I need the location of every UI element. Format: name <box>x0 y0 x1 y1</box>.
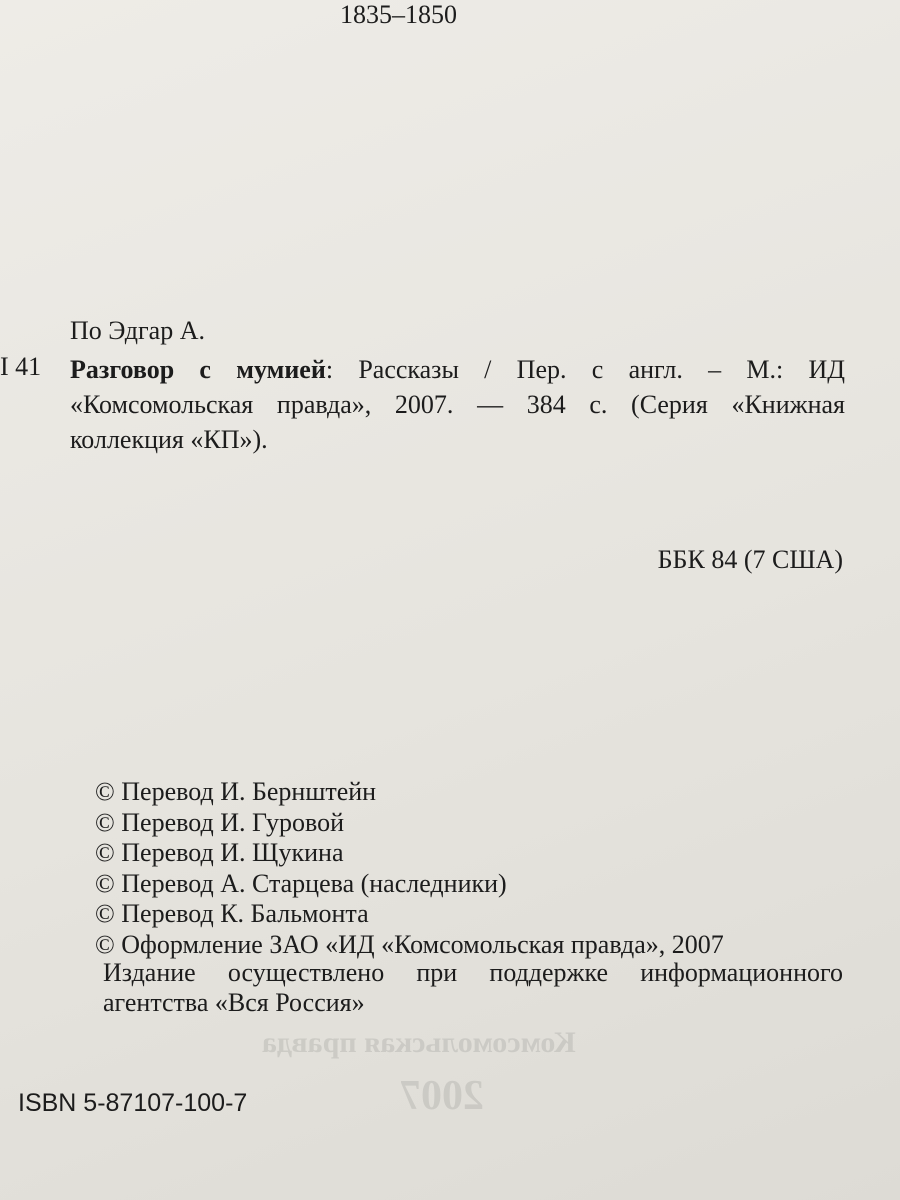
catalog-author: По Эдгар А. <box>70 316 206 345</box>
support-note <box>103 958 843 1018</box>
catalog-entry <box>70 352 845 457</box>
bbk-classification: ББК 84 (7 США) <box>657 545 843 574</box>
book-title: Разговор с мумией <box>70 355 326 384</box>
show-through-text-year: 2007 <box>400 1073 484 1119</box>
copyright-line: © Перевод А. Старцева (наследники) <box>95 868 507 898</box>
copyright-line: © Перевод И. Щукина <box>95 838 344 867</box>
copyright-line: © Перевод И. Бернштейн <box>95 777 377 806</box>
support-note-line-1: Издание осуществлено при поддержке информационного <box>103 958 843 987</box>
catalog-entry-line-1 <box>70 352 845 387</box>
isbn: ISBN 5-87107-100-7 <box>18 1089 248 1117</box>
copyright-list <box>95 777 724 960</box>
show-through-text-publisher: Комсомольская правда <box>262 1026 576 1059</box>
catalog-code: I 41 <box>0 352 42 381</box>
support-note-line-2: агентства «Вся Россия» <box>103 988 365 1017</box>
copyright-line: © Оформление ЗАО «ИД «Комсомольская правда», 2007 <box>95 929 724 959</box>
publication-years: 1835–1850 <box>340 0 457 29</box>
copyright-line: © Перевод К. Бальмонта <box>95 899 369 928</box>
copyright-line: © Перевод И. Гуровой <box>95 807 345 837</box>
catalog-entry-line-3: коллекция «КП»). <box>70 425 268 454</box>
catalog-entry-line-2: «Комсомольская правда», 2007. — 384 с. (Серия «Книжная <box>70 390 845 419</box>
catalog-entry-line-1-rest: : Рассказы / Пер. с англ. – М.: ИД <box>325 355 845 384</box>
